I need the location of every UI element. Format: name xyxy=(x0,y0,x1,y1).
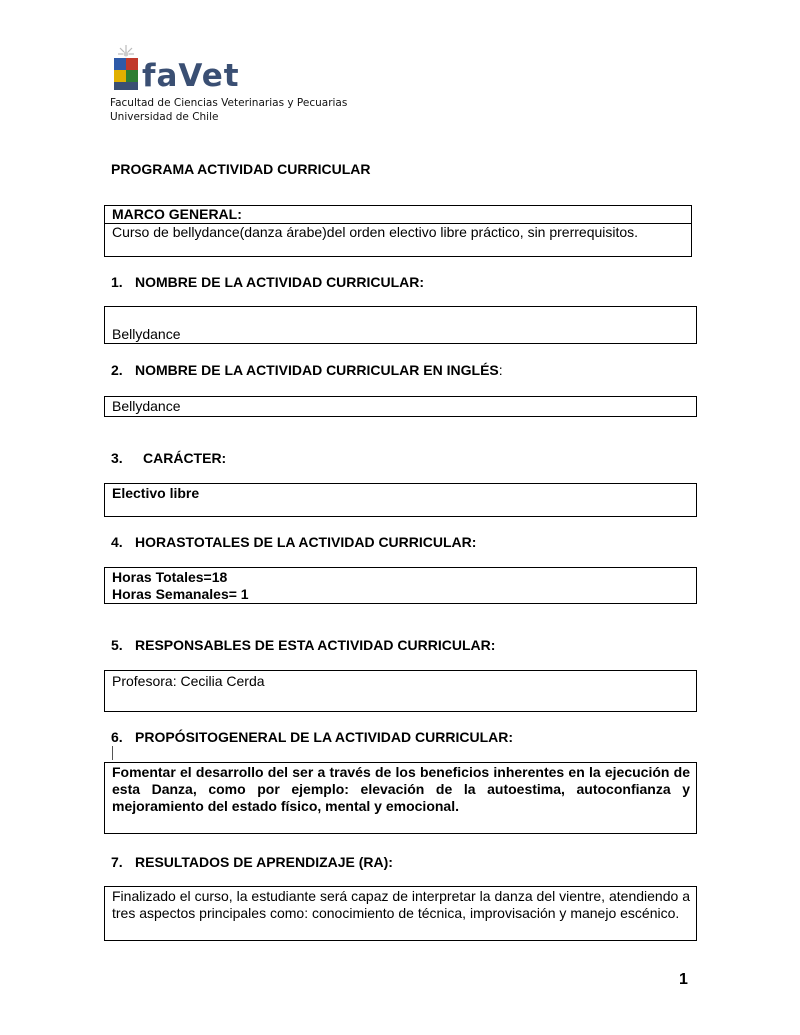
section-1-content: Bellydance xyxy=(112,326,181,342)
section-7-content: Finalizado el curso, la estudiante será capaz de interpretar la danza del vientre, atendiendo a tres aspectos principales como: conocimiento de técnica, improvisación y manejo escénico. xyxy=(112,888,690,921)
logo-wordmark: faVet xyxy=(142,58,240,94)
section-2-content: Bellydance xyxy=(112,398,181,414)
section-6-content: Fomentar el desarrollo del ser a través de los beneficios inherentes en la ejecución de esta Danza, como por ejemplo: elevación de la autoestima, autoconfianza y mejoramiento del estado físico, mental y emocional. xyxy=(112,764,690,814)
section-2-box xyxy=(104,396,697,417)
section-3-box xyxy=(104,483,697,517)
section-6-heading xyxy=(111,729,513,745)
section-2-title: NOMBRE DE LA ACTIVIDAD CURRICULAR EN INGLÉS xyxy=(135,362,499,378)
section-3-number: 3. xyxy=(111,450,123,466)
section-5-content: Profesora: Cecilia Cerda xyxy=(112,673,265,689)
marco-general-text: Curso de bellydance(danza árabe)del orden electivo libre práctico, sin prerrequisitos. xyxy=(112,224,639,240)
section-5-heading xyxy=(111,637,495,653)
section-4-box xyxy=(104,567,697,604)
section-3-title: CARÁCTER: xyxy=(143,450,227,466)
section-7-box xyxy=(104,886,697,941)
section-5-number: 5. xyxy=(111,637,123,653)
university-name: Universidad de Chile xyxy=(110,111,219,123)
text-cursor xyxy=(112,746,113,760)
document-title: PROGRAMA ACTIVIDAD CURRICULAR xyxy=(111,161,371,177)
section-3-heading xyxy=(111,450,226,466)
section-7-heading xyxy=(111,854,393,870)
section-2-number: 2. xyxy=(111,362,123,378)
section-5-title: RESPONSABLES DE ESTA ACTIVIDAD CURRICULAR: xyxy=(135,637,496,653)
section-4-weekly-hours: Horas Semanales= 1 xyxy=(112,586,249,602)
section-7-title: RESULTADOS DE APRENDIZAJE (RA): xyxy=(135,854,393,870)
section-1-heading xyxy=(111,274,424,290)
section-6-box xyxy=(104,762,697,834)
section-5-box xyxy=(104,670,697,712)
section-6-number: 6. xyxy=(111,729,123,745)
section-1-title: NOMBRE DE LA ACTIVIDAD CURRICULAR: xyxy=(135,274,425,290)
section-1-box xyxy=(104,306,697,344)
section-4-title: HORASTOTALES DE LA ACTIVIDAD CURRICULAR: xyxy=(135,534,477,550)
section-2-heading xyxy=(111,362,503,378)
section-6-title: PROPÓSITOGENERAL DE LA ACTIVIDAD CURRICULAR: xyxy=(135,729,514,745)
section-4-heading xyxy=(111,534,476,550)
marco-general-label: MARCO GENERAL: xyxy=(105,206,691,224)
faculty-name: Facultad de Ciencias Veterinarias y Pecuarias xyxy=(110,97,348,109)
section-4-total-hours: Horas Totales=18 xyxy=(112,569,228,585)
section-7-number: 7. xyxy=(111,854,123,870)
section-1-number: 1. xyxy=(111,274,123,290)
marco-general-box xyxy=(104,205,692,257)
page-number: 1 xyxy=(679,971,688,988)
section-2-colon: : xyxy=(498,362,503,378)
section-4-number: 4. xyxy=(111,534,123,550)
section-3-content: Electivo libre xyxy=(112,485,200,501)
